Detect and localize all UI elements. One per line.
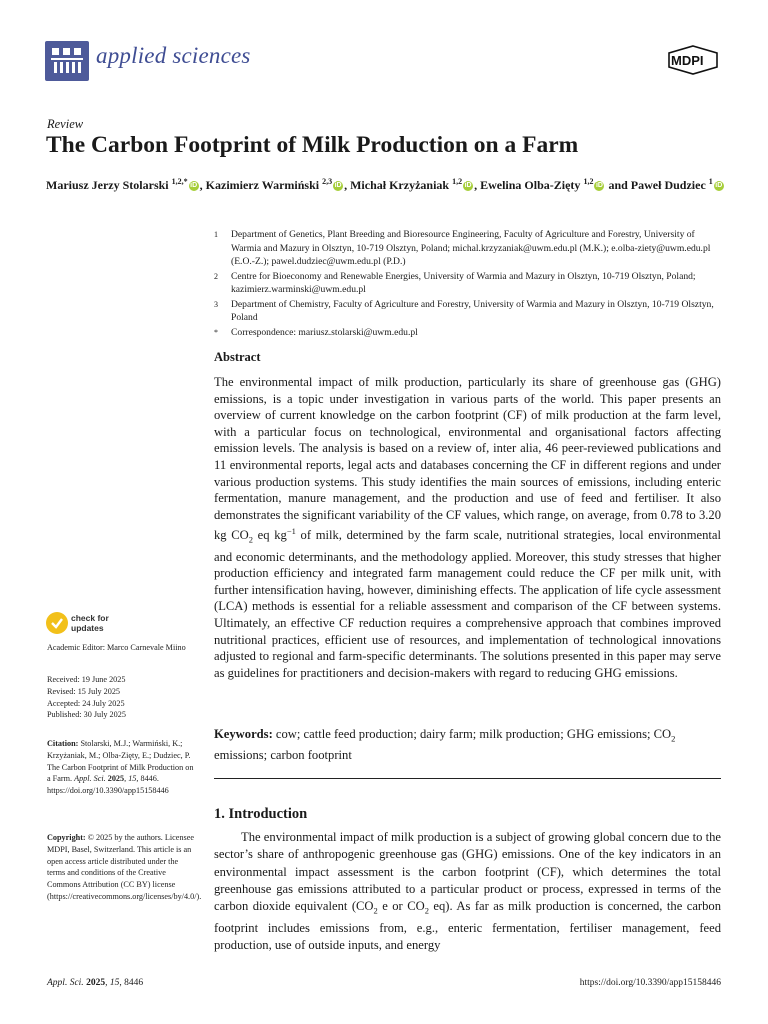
article-title: The Carbon Footprint of Milk Production on a Farm [46, 132, 579, 158]
author-name[interactable]: Ewelina Olba-Zięty [480, 178, 581, 192]
keywords: Keywords: cow; cattle feed production; dairy farm; milk production; GHG emissions; $CO_2$ emissions; carbon footprint [214, 727, 676, 763]
orcid-icon[interactable]: iD [190, 182, 198, 190]
citation: Citation: Stolarski, M.J.; Warmiński, K.; Krzyżaniak, M.; Olba-Zięty, E.; Dudziec, P. The Carbon Footprint of Milk Production on a Farm. Appl. Sci. 2025, 15, 8446. https://doi.org/10.3390/app15158446 [47, 739, 194, 796]
publication-date: Published: 30 July 2025 [47, 710, 126, 720]
checkmark-icon [46, 612, 68, 634]
abstract-heading: Abstract [214, 350, 261, 364]
author-name[interactable]: Paweł Dudziec [630, 178, 706, 192]
publication-date: Received: 19 June 2025 [47, 675, 126, 684]
journal-name[interactable]: applied sciences [96, 43, 251, 68]
author-affiliation-mark: 2,3 [322, 177, 333, 186]
affiliation-item [214, 228, 726, 269]
affiliation-number: 2 [214, 271, 218, 281]
author-affiliation-mark: 1,2 [452, 177, 463, 186]
section-divider [214, 778, 721, 779]
introduction-text: The environmental impact of milk production is a subject of growing global concern due to the sector’s share of anthropogenic greenhouse gas (GHG) emissions. One of the key indicators in an environmental impact assessment is the carbon footprint (CF), which determines the total greenhouse gas emissions attributed to a particular product or process, expressed in terms of the carbon dioxide equivalent ($CO_2$ e or $CO_2$ eq). As far as milk production is concerned, the carbon footprint includes emissions from, e.g., enteric fermentation, fertiliser management, feed production, use of outside inputs, and energy [214, 830, 721, 953]
journal-logo [45, 41, 89, 81]
journal-logo-icon [45, 41, 89, 81]
author-separator: , [474, 178, 481, 192]
abstract-text: The environmental impact of milk production, particularly its share of greenhouse gas (GHG) emissions, is a topic under investigation in various parts of the world. This paper presents an overview of current knowledge on the carbon footprint (CF) of milk production at the farm level, with a particular focus on technological, environmental and organisational factors affecting emission levels. The analysis is based on a review of, inter alia, 46 peer-reviewed publications and 11 environmental reports, legal acts and databases concerning the CF in different regions and under various production systems. This study identifies the main sources of emissions, including enteric fermentation, manure management, and the production and use of feed and fertiliser. It also demonstrates the significant variability of the CF values, which range, on average, from 0.78 to 3.20 kg $CO_2$ eq $kg^{-1}$ of milk, determined by the farm scale, nutritional strategies, local environmental and economic determinants, and the methodology applied. Moreover, this study stresses that higher production efficiency and integrated farm management could reduce the CF per milk unit, with further intensification having, however, diminishing effects. The application of life cycle assessment (LCA) methods is essential for a reliable assessment and comparison of the CF between systems. Ultimately, an effective CF reduction requires a comprehensive approach that combines improved nutritional practices, efficient use of resources, and implementation of technological innovations adjusted to regional and farm-specific determinants. The solutions presented in this paper may serve as guidelines for practitioners and decision-makers with regard to reducing GHG emissions. [214, 375, 722, 680]
footer-doi-link[interactable]: https://doi.org/10.3390/app15158446 [579, 978, 721, 988]
publication-dates [47, 674, 197, 721]
check-for-updates-icon[interactable] [46, 612, 68, 634]
author-affiliation-mark: 1,2 [583, 177, 594, 186]
affiliation-item [214, 298, 726, 325]
orcid-icon[interactable]: iD [595, 182, 603, 190]
affiliation-text: Centre for Bioeconomy and Renewable Energies, University of Warmia and Mazury in Olsztyn, 10-719 Olsztyn, Poland; kazimierz.warminski@uwm.edu.pl [231, 270, 696, 295]
author-name[interactable]: Mariusz Jerzy Stolarski [46, 178, 169, 192]
publication-date: Revised: 15 July 2025 [47, 686, 121, 696]
author-name[interactable]: Kazimierz Warmiński [205, 178, 320, 192]
section-heading-introduction: 1. Introduction [214, 806, 308, 822]
publication-date: Accepted: 24 July 2025 [47, 698, 125, 708]
affiliation-item [214, 270, 726, 297]
publisher-name[interactable]: MDPI [671, 53, 704, 68]
footer-citation: Appl. Sci. 2025, 15, 8446 [47, 978, 144, 988]
author-name[interactable]: Michał Krzyżaniak [350, 178, 450, 192]
orcid-icon[interactable]: iD [715, 182, 723, 190]
affiliation-text: Department of Genetics, Plant Breeding and Bioresource Engineering, Faculty of Agriculture and Forestry, University of Warmia and Mazury in Olsztyn, 10-719 Olsztyn, Poland; michal.krzyzaniak@uwm.edu.pl (M.K.); e.olba-ziety@uwm.edu.pl (E.O.-Z.); pawel.dudziec@uwm.edu.pl (P.D.) [231, 229, 711, 267]
affiliation-text: Correspondence: mariusz.stolarski@uwm.edu.pl [231, 326, 418, 338]
affiliation-number: 1 [214, 230, 218, 239]
affiliation-number: * [214, 327, 218, 337]
orcid-icon[interactable]: iD [334, 182, 342, 190]
check-for-updates-button[interactable]: check for updates [71, 613, 109, 633]
affiliations [214, 228, 726, 340]
affiliation-text: Department of Chemistry, Faculty of Agriculture and Forestry, University of Warmia and Mazury in Olsztyn, 10-719 Olsztyn, Poland [231, 298, 714, 323]
article-type: Review [47, 117, 84, 131]
academic-editor: Academic Editor: Marco Carnevale Miino [47, 643, 186, 652]
author-affiliation-mark: 1 [708, 177, 713, 186]
orcid-icon[interactable]: iD [464, 182, 472, 190]
author-joiner: and [608, 178, 628, 192]
author-separator: , [344, 178, 351, 192]
author-list [46, 172, 726, 195]
affiliation-item [214, 326, 726, 340]
affiliation-number: 3 [214, 299, 218, 309]
author-separator: , [199, 178, 206, 192]
copyright: Copyright: © 2025 by the authors. Licensee MDPI, Basel, Switzerland. This article is an open access article distributed under the terms and conditions of the Creative Commons Attribution (CC BY) license (https://creativecommons.org/licenses/by/4.0/). [47, 833, 202, 901]
author-affiliation-mark: 1,2,* [171, 177, 188, 186]
